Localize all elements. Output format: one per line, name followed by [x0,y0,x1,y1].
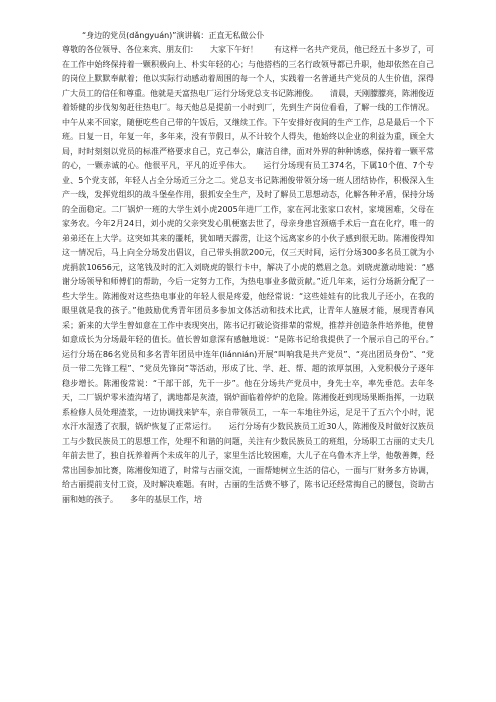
speech-title: “身边的党员(dǎngyuán)”演讲稿：正直无私做公仆 [82,31,265,40]
speech-body: 尊敬的各位领导、各位来宾、朋友们： 大家下午好！ 有这样一名共产党员，他已经五十多岁了，可在工作中始终保持着一颗积极向上、朴实年轻的心；与他搭档的三名行政领导都已升职，他却依然在自己的岗位上默默奉献着；他以实际行动感动着周围的每一个人，实践着一名普通共产党员的人生价值，深得广大员工的信任和尊重。他就是天富热电厂运行分场党总支书记陈湘俊。 清晨，天刚朦朦亮，陈湘俊迈着矫健的步伐匆匆赶往热电厂。每天他总是提前一小时到厂，先到生产岗位看看，了解一线的工作情况。中午从来不回家，随便吃些自己带的午饭后，又继续工作。下午安排好夜间的生产工作，总是最后一个下班。日复一日，年复一年，多年来，没有节假日，从不计较个人得失，他始终以企业的利益为重，顾全大局，时时刻刻以党员的标准严格要求自己，克己奉公，廉洁自律，面对外界的种种诱惑，保持着一颗平常的心，一颗赤诚的心。他很平凡，平凡的近乎伟大。 运行分场现有员工374名，下属10个值、7个专业、5个党支部，年轻人占全分场近三分之二。党总支书记陈湘俊带领分场一班人团结协作，积极深入生产一线，发挥党组织的战斗堡垒作用，狠抓安全生产，及时了解员工思想动态，化解各种矛盾，保持分场的全面稳定。二厂锅炉一班的大学生刘小虎2005年进厂工作，家在河北张家口农村，家境困难，父母在家务农。今年2月24日，刘小虎的父亲突发心肌梗塞去世了，母亲身患宫颈癌手术后一直在化疗，唯一的弟弟还在上大学。这突如其来的噩耗，犹如晴天霹雳，让这个远离家乡的小伙子感到很无助。陈湘俊得知这一情况后，马上向全分场发出倡议，自己带头捐款200元，仅三天时间，运行分场300多名员工就为小虎捐款10656元，这笔钱及时的汇入刘晓虎的银行卡中，解决了小虎的燃眉之急。刘晓虎激动地说：“感谢分场领导和师傅们的帮助，今后一定努力工作，为热电事业多做贡献。”近几年来，运行分场新分配了一些大学生。陈湘俊对这些热电事业的年轻人很是疼爱，他经常说：“这些娃娃有的比我儿子还小，在我的眼里就是我的孩子。”他鼓励优秀青年团员多参加文体活动和技术比武，让青年人施展才能，展现青春风采；新来的大学生曾如意在工作中表现突出，陈书记打破论资排辈的常规，推荐并创造条件培养他，使曾如意成长为分场最年轻的值长。值长曾如意深有感触地说：“是陈书记给我提供了一个展示自己的平台。” 运行分场在86名党员和多名青年团员中连年(liánnián)开展“叫响我是共产党员”、“亮出团员身份”、“党员一带二先锋工程”、“党员先锋岗”等活动，形成了比、学、赶、帮、超的浓厚氛围，入党积极分子逐年稳步增长。陈湘俊常说：“干部干部，先干一步”。他在分场共产党员中，身先士卒，率先垂范。去年冬天，二厂锅炉零米渣沟堵了，满地都是灰渣，锅炉面临着停炉的危险。陈湘俊赶到现场果断指挥，一边联系检修人员处理渣浆，一边协调找来铲车，亲自带领员工，一车一车地往外运，足足干了五六个小时，泥水汗水湿透了衣服，锅炉恢复了正常运行。 运行分场有少数民族员工近30人，陈湘俊及时做好汉族员工与少数民族员工的思想工作，处理不和谐的问题，关注有少数民族员工的班组，分场职工古丽的丈夫几年前去世了，独自抚养着两个未成年的儿子，家里生活比较困难，大儿子在乌鲁木齐上学，他敬善舞，经常出国参加比赛，陈湘俊知道了，时常与古丽交流，一面帮她树立生活的信心，一面与厂财务多方协调，给古丽提前支付工资，及时解决难题。有时，古丽的生活费不够了，陈书记还经常掏自己的腰包，资助古丽和她的孩子。 多年的基层工作，培 [62,45,450,504]
